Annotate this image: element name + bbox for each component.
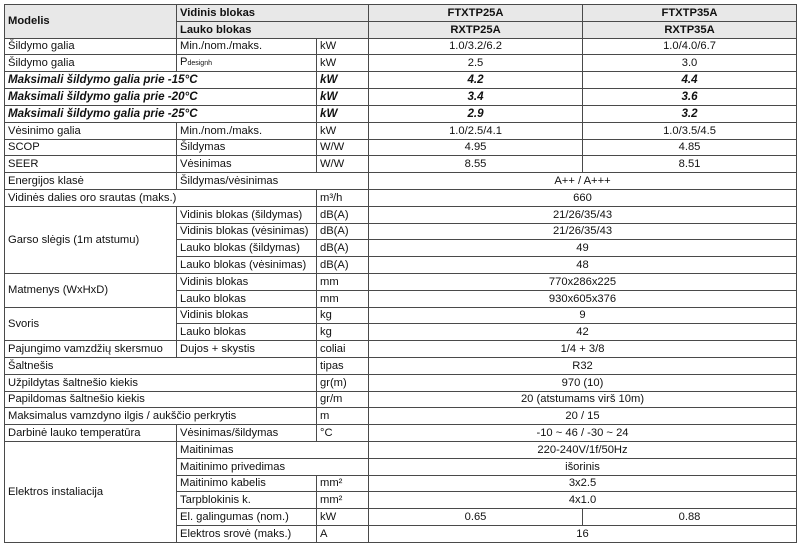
row-param: Šildymas/vėsinimas — [177, 173, 369, 190]
value-model-2: 1.0/4.0/6.7 — [583, 38, 797, 55]
row-unit: kW — [317, 105, 369, 122]
value-model-2: 1.0/3.5/4.5 — [583, 122, 797, 139]
row-param: Dujos + skystis — [177, 341, 317, 358]
value-shared: 21/26/35/43 — [369, 206, 797, 223]
row-label: Maksimali šildymo galia prie -20°C — [5, 89, 317, 106]
row-unit: mm — [317, 290, 369, 307]
value-shared: 42 — [369, 324, 797, 341]
row-unit: kg — [317, 324, 369, 341]
table-row — [5, 307, 797, 324]
value-model-2: 0.88 — [583, 509, 797, 526]
row-unit: tipas — [317, 357, 369, 374]
value-model-1: 8.55 — [369, 156, 583, 173]
row-unit: mm — [317, 273, 369, 290]
row-param: Maitinimo kabelis — [177, 475, 317, 492]
row-label: Svoris — [5, 307, 177, 341]
row-label: Šildymo galia — [5, 55, 177, 72]
value-shared: 48 — [369, 257, 797, 274]
row-unit: gr/m — [317, 391, 369, 408]
table-row — [5, 89, 797, 106]
value-model-1: 4.95 — [369, 139, 583, 156]
row-label: SEER — [5, 156, 177, 173]
table-row — [5, 122, 797, 139]
row-label: Pajungimo vamzdžių skersmuo — [5, 341, 177, 358]
param-main: P — [180, 56, 188, 69]
indoor-model-2: FTXTP35A — [583, 5, 797, 22]
row-unit: kW — [317, 38, 369, 55]
row-param: Vidinis blokas — [177, 307, 317, 324]
value-shared: 220-240V/1f/50Hz — [369, 441, 797, 458]
value-model-2: 3.0 — [583, 55, 797, 72]
value-model-2: 4.85 — [583, 139, 797, 156]
row-param: Maitinimas — [177, 441, 369, 458]
row-param: Lauko blokas (vėsinimas) — [177, 257, 317, 274]
table-row — [5, 38, 797, 55]
row-label: SCOP — [5, 139, 177, 156]
row-param: Lauko blokas — [177, 290, 317, 307]
indoor-model-1: FTXTP25A — [369, 5, 583, 22]
table-row — [5, 173, 797, 190]
row-param: Min./nom./maks. — [177, 38, 317, 55]
table-row — [5, 189, 797, 206]
table-row — [5, 206, 797, 223]
value-shared: 1/4 + 3/8 — [369, 341, 797, 358]
row-param: Vėsinimas/šildymas — [177, 425, 317, 442]
value-shared: 660 — [369, 189, 797, 206]
row-label: Maksimali šildymo galia prie -15°C — [5, 72, 317, 89]
table-row — [5, 441, 797, 458]
param-subscript: designh — [187, 60, 212, 68]
row-param — [177, 55, 317, 72]
row-unit: kW — [317, 72, 369, 89]
row-param: Vidinis blokas (vėsinimas) — [177, 223, 317, 240]
row-unit: dB(A) — [317, 223, 369, 240]
row-param: Elektros srovė (maks.) — [177, 525, 317, 542]
value-model-1: 3.4 — [369, 89, 583, 106]
value-shared: 9 — [369, 307, 797, 324]
table-row — [5, 55, 797, 72]
value-shared: 16 — [369, 525, 797, 542]
table-row — [5, 139, 797, 156]
row-param: Min./nom./maks. — [177, 122, 317, 139]
indoor-unit-header: Vidinis blokas — [177, 5, 369, 22]
row-param: Lauko blokas (šildymas) — [177, 240, 317, 257]
row-unit: mm² — [317, 492, 369, 509]
row-param: Lauko blokas — [177, 324, 317, 341]
row-label: Šaltnešis — [5, 357, 317, 374]
row-unit: kW — [317, 55, 369, 72]
row-param: Maitinimo privedimas — [177, 458, 369, 475]
value-model-1: 0.65 — [369, 509, 583, 526]
value-shared: 20 / 15 — [369, 408, 797, 425]
row-label: Elektros instaliacija — [5, 441, 177, 542]
table-row — [5, 391, 797, 408]
value-model-1: 4.2 — [369, 72, 583, 89]
value-shared: 970 (10) — [369, 374, 797, 391]
value-model-1: 1.0/2.5/4.1 — [369, 122, 583, 139]
row-param: Vidinis blokas — [177, 273, 317, 290]
row-unit: dB(A) — [317, 240, 369, 257]
specification-table — [4, 4, 797, 543]
value-shared: 3x2.5 — [369, 475, 797, 492]
row-unit: m — [317, 408, 369, 425]
outdoor-unit-header: Lauko blokas — [177, 21, 369, 38]
value-model-2: 4.4 — [583, 72, 797, 89]
row-unit: gr(m) — [317, 374, 369, 391]
row-param: Šildymas — [177, 139, 317, 156]
value-shared: išorinis — [369, 458, 797, 475]
row-unit: W/W — [317, 156, 369, 173]
value-shared: 21/26/35/43 — [369, 223, 797, 240]
table-row — [5, 408, 797, 425]
row-label: Maksimali šildymo galia prie -25°C — [5, 105, 317, 122]
row-unit: °C — [317, 425, 369, 442]
row-unit: mm² — [317, 475, 369, 492]
row-param: Vidinis blokas (šildymas) — [177, 206, 317, 223]
value-model-1: 2.9 — [369, 105, 583, 122]
row-label: Garso slėgis (1m atstumu) — [5, 206, 177, 273]
row-param: Tarpblokinis k. — [177, 492, 317, 509]
row-label: Papildomas šaltnešio kiekis — [5, 391, 317, 408]
row-unit: kW — [317, 122, 369, 139]
table-row — [5, 425, 797, 442]
value-shared: 20 (atstumams virš 10m) — [369, 391, 797, 408]
value-shared: 770x286x225 — [369, 273, 797, 290]
row-unit: coliai — [317, 341, 369, 358]
value-model-2: 3.6 — [583, 89, 797, 106]
row-label: Matmenys (WxHxD) — [5, 273, 177, 307]
row-unit: W/W — [317, 139, 369, 156]
row-unit: kg — [317, 307, 369, 324]
row-label: Energijos klasė — [5, 173, 177, 190]
value-model-2: 8.51 — [583, 156, 797, 173]
value-model-1: 2.5 — [369, 55, 583, 72]
value-shared: -10 ~ 46 / -30 ~ 24 — [369, 425, 797, 442]
value-model-1: 1.0/3.2/6.2 — [369, 38, 583, 55]
row-label: Vėsinimo galia — [5, 122, 177, 139]
table-row — [5, 273, 797, 290]
table-row — [5, 374, 797, 391]
table-row — [5, 357, 797, 374]
row-label: Maksimalus vamzdyno ilgis / aukščio perkrytis — [5, 408, 317, 425]
row-param: Vėsinimas — [177, 156, 317, 173]
outdoor-model-2: RXTP35A — [583, 21, 797, 38]
table-row — [5, 105, 797, 122]
row-label: Vidinės dalies oro srautas (maks.) — [5, 189, 317, 206]
value-shared: 4x1.0 — [369, 492, 797, 509]
outdoor-model-1: RXTP25A — [369, 21, 583, 38]
row-unit: dB(A) — [317, 257, 369, 274]
value-model-2: 3.2 — [583, 105, 797, 122]
table-row — [5, 156, 797, 173]
row-label: Užpildytas šaltnešio kiekis — [5, 374, 317, 391]
row-unit: A — [317, 525, 369, 542]
table-row — [5, 72, 797, 89]
row-unit: kW — [317, 509, 369, 526]
table-row — [5, 5, 797, 22]
row-label: Darbinė lauko temperatūra — [5, 425, 177, 442]
models-header: Modelis — [5, 5, 177, 39]
value-shared: A++ / A+++ — [369, 173, 797, 190]
table-row — [5, 341, 797, 358]
value-shared: 49 — [369, 240, 797, 257]
row-label: Šildymo galia — [5, 38, 177, 55]
value-shared: R32 — [369, 357, 797, 374]
row-unit: kW — [317, 89, 369, 106]
row-unit: dB(A) — [317, 206, 369, 223]
row-param: El. galingumas (nom.) — [177, 509, 317, 526]
value-shared: 930x605x376 — [369, 290, 797, 307]
row-unit: m³/h — [317, 189, 369, 206]
